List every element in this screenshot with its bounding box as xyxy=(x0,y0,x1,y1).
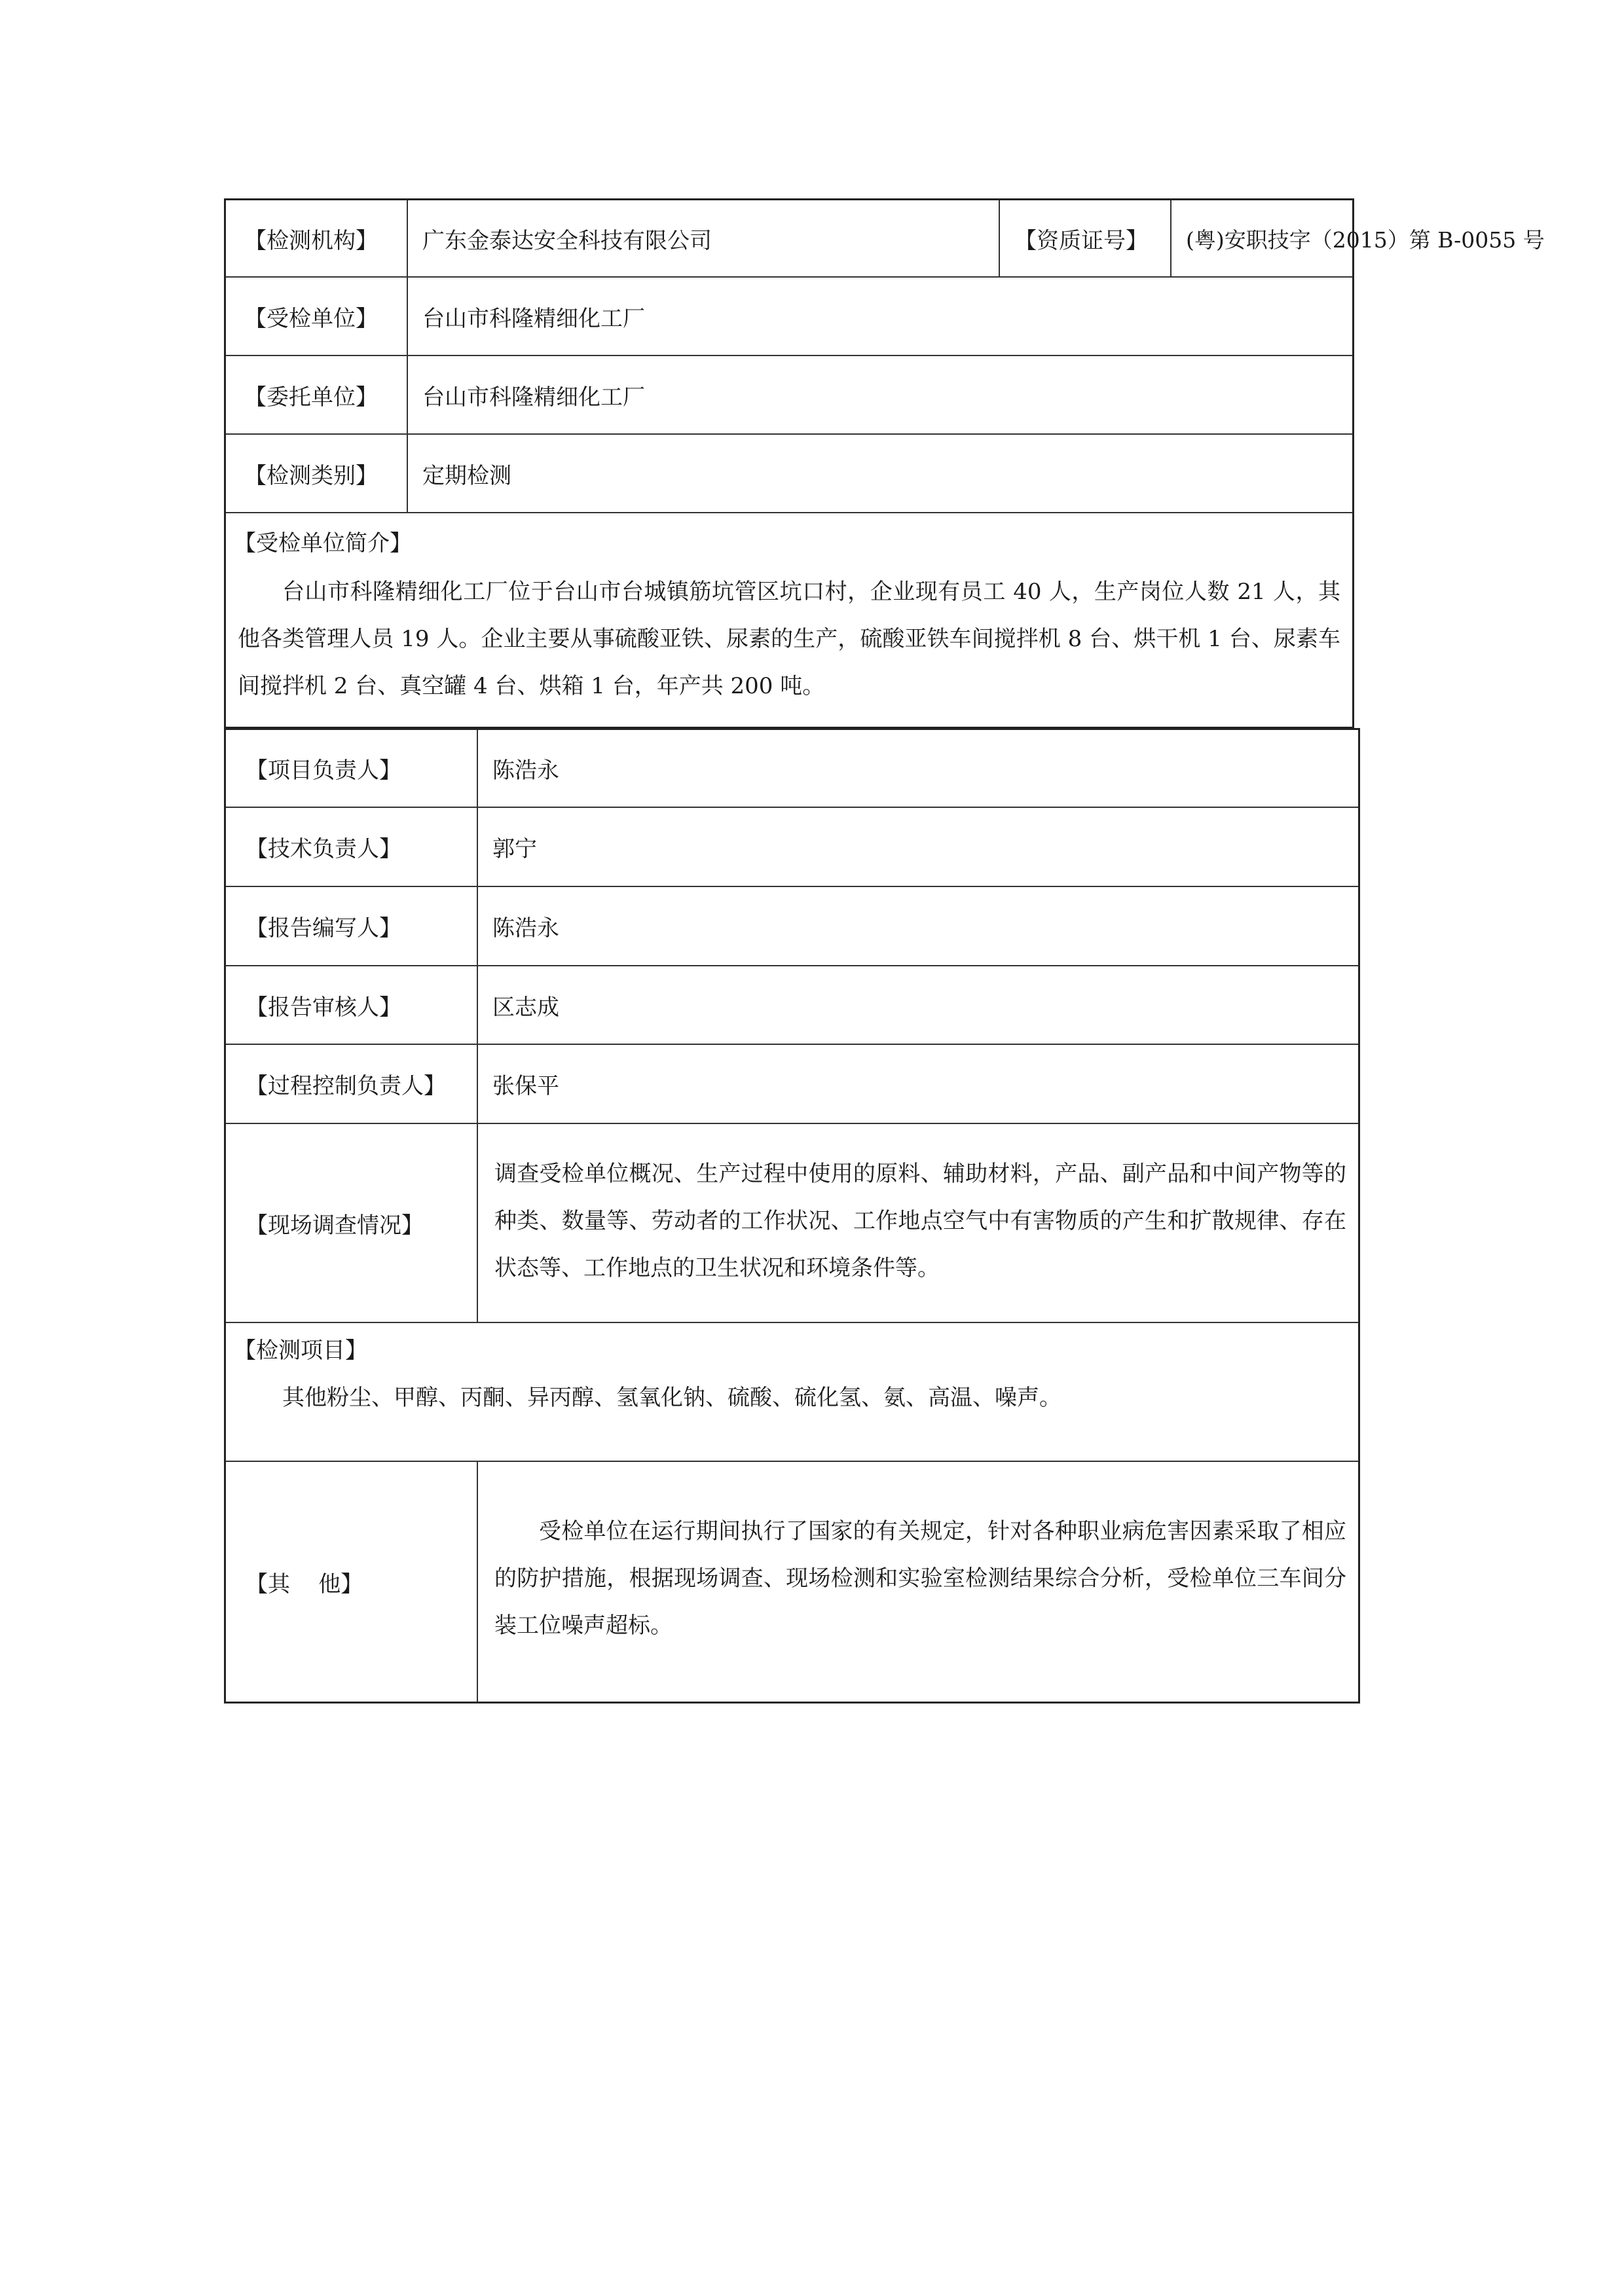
inspected-label: 【受检单位】 xyxy=(226,278,408,355)
row-report-author xyxy=(226,887,1358,966)
people-label: 【项目负责人】 xyxy=(226,730,478,807)
people-value: 陈浩永 xyxy=(492,915,559,941)
people-value: 陈浩永 xyxy=(492,757,559,784)
survey-text: 调查受检单位概况、生产过程中使用的原料、辅助材料，产品、副产品和中间产物等的种类、数量等、劳动者的工作状况、工作地点空气中有害物质的产生和扩散规律、存在状态等、工作地点的卫生状况和环境条件等。 xyxy=(494,1161,1346,1281)
people-label: 【报告编写人】 xyxy=(226,887,478,965)
people-value: 郭宁 xyxy=(492,836,537,862)
row-inspection-category xyxy=(226,435,1352,513)
people-label: 【过程控制负责人】 xyxy=(226,1045,478,1123)
row-process-control-lead xyxy=(226,1045,1358,1124)
row-report-reviewer xyxy=(226,966,1358,1045)
row-project-lead xyxy=(226,730,1358,808)
inspected-value: 台山市科隆精细化工厂 xyxy=(422,305,645,332)
row-other xyxy=(226,1462,1358,1702)
qualification-label: 【资质证号】 xyxy=(1000,200,1172,276)
category-label: 【检测类别】 xyxy=(226,435,408,512)
row-site-survey xyxy=(226,1124,1358,1323)
row-entrusting-unit xyxy=(226,356,1352,435)
row-test-items xyxy=(226,1323,1358,1462)
category-value: 定期检测 xyxy=(422,462,511,489)
profile-label: 【受检单位简介】 xyxy=(234,530,412,556)
row-institution xyxy=(226,200,1545,278)
survey-label: 【现场调查情况】 xyxy=(226,1124,478,1322)
people-label: 【技术负责人】 xyxy=(226,808,478,886)
lower-info-table xyxy=(224,728,1360,1704)
unit-profile-section xyxy=(226,513,1352,727)
row-inspected-unit xyxy=(226,278,1352,356)
upper-info-table xyxy=(224,198,1545,729)
items-text: 其他粉尘、甲醇、丙酮、异丙醇、氢氧化钠、硫酸、硫化氢、氨、高温、噪声。 xyxy=(282,1385,1061,1411)
institution-label: 【检测机构】 xyxy=(226,200,408,276)
row-technical-lead xyxy=(226,808,1358,887)
other-text: 受检单位在运行期间执行了国家的有关规定，针对各种职业病危害因素采取了相应的防护措施，根据现场调查、现场检测和实验室检测结果综合分析，受检单位三车间分装工位噪声超标。 xyxy=(494,1518,1346,1639)
entrusting-label: 【委托单位】 xyxy=(226,356,408,433)
entrusting-value: 台山市科隆精细化工厂 xyxy=(422,384,645,410)
other-label: 【其 他】 xyxy=(226,1462,478,1702)
institution-value: 广东金泰达安全科技有限公司 xyxy=(408,200,1000,276)
people-value: 区志成 xyxy=(492,994,559,1021)
qualification-value: (粤)安职技字（2015）第 B-0055 号 xyxy=(1186,227,1545,253)
items-label: 【检测项目】 xyxy=(234,1338,367,1364)
profile-text: 台山市科隆精细化工厂位于台山市台城镇筋坑管区坑口村，企业现有员工 40 人，生产岗位人数 21 人，其他各类管理人员 19 人。企业主要从事硫酸亚铁、尿素的生产，硫酸亚铁车间搅拌机 8 台、烘干机 1 台、尿素车间搅拌机 2 台、真空罐 4 台、烘箱 1 台，年产共 200 吨。 xyxy=(238,579,1340,699)
people-value: 张保平 xyxy=(492,1073,559,1099)
people-label: 【报告审核人】 xyxy=(226,966,478,1044)
